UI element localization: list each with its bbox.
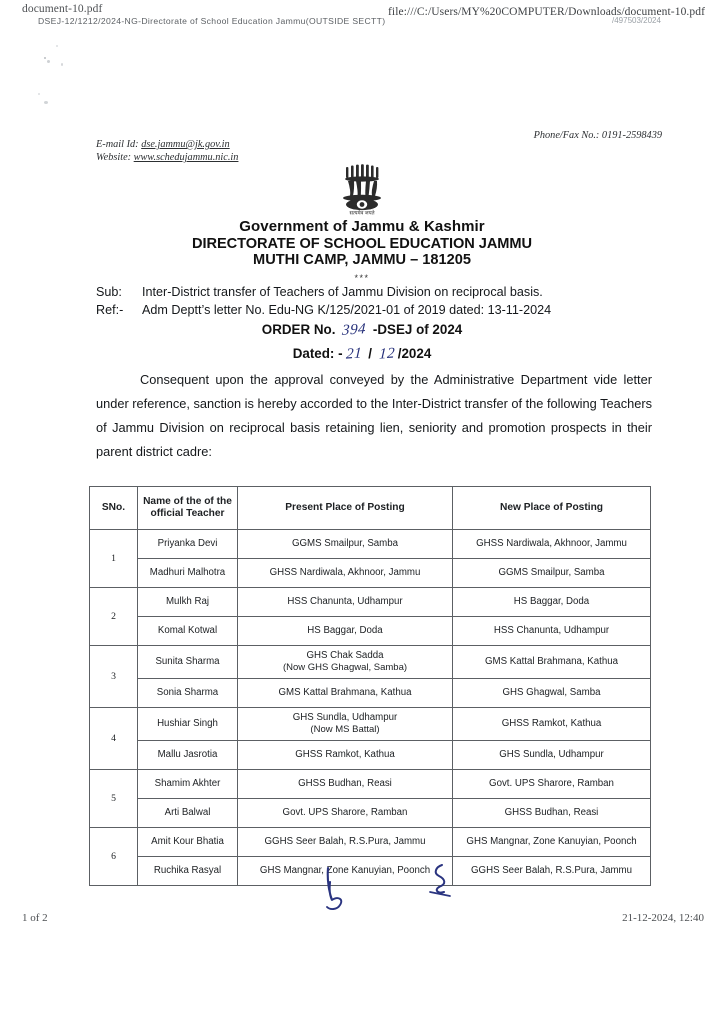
reference-label: Ref:-: [96, 302, 124, 317]
signature-right: [422, 862, 460, 906]
present-place: GHSS Nardiwala, Akhnoor, Jammu: [238, 559, 453, 588]
new-place: HSS Chanunta, Udhampur: [453, 617, 651, 646]
subject-line: [96, 284, 551, 302]
present-place: GHSS Budhan, Reasi: [238, 770, 453, 799]
table-row: [90, 646, 651, 679]
subject-label: Sub:: [96, 285, 122, 299]
order-number-prefix: ORDER No.: [261, 322, 336, 337]
ashoka-emblem-icon: [340, 164, 384, 220]
col-header-present: Present Place of Posting: [238, 487, 453, 530]
table-row: [90, 857, 651, 886]
svg-text:सत्यमेव जयते: सत्यमेव जयते: [349, 210, 375, 217]
present-place: HSS Chanunta, Udhampur: [238, 588, 453, 617]
website-label: Website:: [96, 152, 132, 163]
present-place-main: GHS Sundla, Udhampur: [292, 712, 398, 723]
col-header-name: Name of the of the official Teacher: [138, 487, 238, 530]
table-row: [90, 679, 651, 708]
order-number-suffix: -DSEJ of 2024: [372, 322, 463, 337]
order-dated-line: [0, 346, 724, 363]
teacher-name: Priyanka Devi: [138, 530, 238, 559]
subject-text: Inter-District transfer of Teachers of Jammu Division on reciprocal basis.: [142, 285, 543, 299]
document-reference-line: DSEJ-12/1212/2024-NG-Directorate of School Education Jammu(OUTSIDE SECTT): [38, 16, 386, 26]
present-place: HS Baggar, Doda: [238, 617, 453, 646]
new-place: GHSS Nardiwala, Akhnoor, Jammu: [453, 530, 651, 559]
scanned-document-page: [0, 34, 724, 894]
table-header-row: [90, 487, 651, 530]
teacher-name: Shamim Akhter: [138, 770, 238, 799]
print-timestamp: 21-12-2024, 12:40: [622, 912, 704, 924]
new-place: GHS Ghagwal, Samba: [453, 679, 651, 708]
present-place: Govt. UPS Sharore, Ramban: [238, 799, 453, 828]
teacher-name: Mallu Jasrotia: [138, 741, 238, 770]
teacher-name: Hushiar Singh: [138, 708, 238, 741]
new-place: GGMS Smailpur, Samba: [453, 559, 651, 588]
dated-separator: /: [368, 346, 373, 361]
dated-day-handwritten: 21: [345, 345, 362, 363]
present-place: GGHS Seer Balah, R.S.Pura, Jammu: [238, 828, 453, 857]
browser-print-header: [0, 0, 724, 34]
address-line: MUTHI CAMP, JAMMU – 181205: [253, 252, 471, 268]
website-value: www.schedujammu.nic.in: [133, 152, 239, 163]
row-serial-number: 3: [90, 646, 138, 708]
teacher-name: Ruchika Rasyal: [138, 857, 238, 886]
new-place: GMS Kattal Brahmana, Kathua: [453, 646, 651, 679]
phone-fax-line: Phone/Fax No.: 0191-2598439: [533, 130, 662, 141]
email-line: [96, 138, 238, 151]
new-place: GHS Mangnar, Zone Kanuyian, Poonch: [453, 828, 651, 857]
teacher-name: Komal Kotwal: [138, 617, 238, 646]
contact-block: [96, 138, 238, 164]
table-row: [90, 828, 651, 857]
new-place: HS Baggar, Doda: [453, 588, 651, 617]
teacher-name: Sunita Sharma: [138, 646, 238, 679]
col-header-sno: SNo.: [90, 487, 138, 530]
order-body-text: Consequent upon the approval conveyed by the Administrative Department vide letter under reference, sanction is hereby accorded to the Inter-District transfer of the following Teachers of Jammu Division on reciprocal basis retaining lien, seniority and promotion prospects in their parent district cadre:: [96, 372, 653, 459]
order-number-line: [0, 322, 724, 339]
present-place-note: (Now GHS Ghagwal, Samba): [282, 662, 408, 673]
reference-text: Adm Deptt’s letter No. Edu-NG K/125/2021-01 of 2019 dated: 13-11-2024: [142, 302, 552, 317]
new-place: GGHS Seer Balah, R.S.Pura, Jammu: [453, 857, 651, 886]
table-row: [90, 530, 651, 559]
present-place-main: GHS Chak Sadda: [306, 650, 384, 661]
table-row: [90, 799, 651, 828]
new-place: GHS Sundla, Udhampur: [453, 741, 651, 770]
email-value: dse.jammu@jk.gov.in: [141, 139, 230, 150]
row-serial-number: 1: [90, 530, 138, 588]
row-serial-number: 6: [90, 828, 138, 886]
star-divider: ***: [354, 272, 370, 283]
email-label: E-mail Id:: [96, 139, 139, 150]
new-place: GHSS Ramkot, Kathua: [453, 708, 651, 741]
new-place: GHSS Budhan, Reasi: [453, 799, 651, 828]
table-row: [90, 770, 651, 799]
page-indicator: 1 of 2: [22, 912, 48, 924]
table-row: [90, 708, 651, 741]
teacher-name: Sonia Sharma: [138, 679, 238, 708]
print-header-url: file:///C:/Users/MY%20COMPUTER/Downloads/document-10.pdf: [388, 6, 706, 18]
organization-title: [0, 219, 724, 286]
reference-line: [96, 302, 551, 320]
row-serial-number: 5: [90, 770, 138, 828]
signature-left: [318, 866, 358, 914]
row-serial-number: 4: [90, 708, 138, 770]
table-row: [90, 588, 651, 617]
teacher-name: Arti Balwal: [138, 799, 238, 828]
table-row: [90, 741, 651, 770]
teacher-name: Madhuri Malhotra: [138, 559, 238, 588]
present-place: [238, 646, 453, 679]
present-place: GGMS Smailpur, Samba: [238, 530, 453, 559]
present-place: [238, 708, 453, 741]
present-place-note: (Now MS Battal): [310, 724, 380, 735]
row-serial-number: 2: [90, 588, 138, 646]
subject-reference-block: [96, 284, 551, 319]
teacher-name: Amit Kour Bhatia: [138, 828, 238, 857]
dated-prefix: Dated: -: [292, 346, 343, 361]
present-place: GMS Kattal Brahmana, Kathua: [238, 679, 453, 708]
new-place: Govt. UPS Sharore, Ramban: [453, 770, 651, 799]
table-row: [90, 559, 651, 588]
print-header-file-title: document-10.pdf: [22, 3, 103, 15]
dated-month-handwritten: 12: [378, 345, 396, 363]
order-number-handwritten: 394: [341, 321, 367, 339]
present-place: GHS Mangnar, Zone Kanuyian, Poonch: [238, 857, 453, 886]
present-place: GHSS Ramkot, Kathua: [238, 741, 453, 770]
teacher-name: Mulkh Raj: [138, 588, 238, 617]
directorate-line: DIRECTORATE OF SCHOOL EDUCATION JAMMU: [191, 235, 533, 252]
govt-line: Government of Jammu & Kashmir: [239, 218, 485, 235]
col-header-new: New Place of Posting: [453, 487, 651, 530]
teacher-transfer-table: [89, 486, 651, 886]
dated-year: /2024: [397, 346, 432, 361]
website-line: [96, 151, 238, 164]
print-header-url-suffix: /497503/2024: [612, 16, 661, 25]
browser-print-footer: [0, 912, 724, 928]
order-body-paragraph: [96, 368, 652, 464]
table-row: [90, 617, 651, 646]
